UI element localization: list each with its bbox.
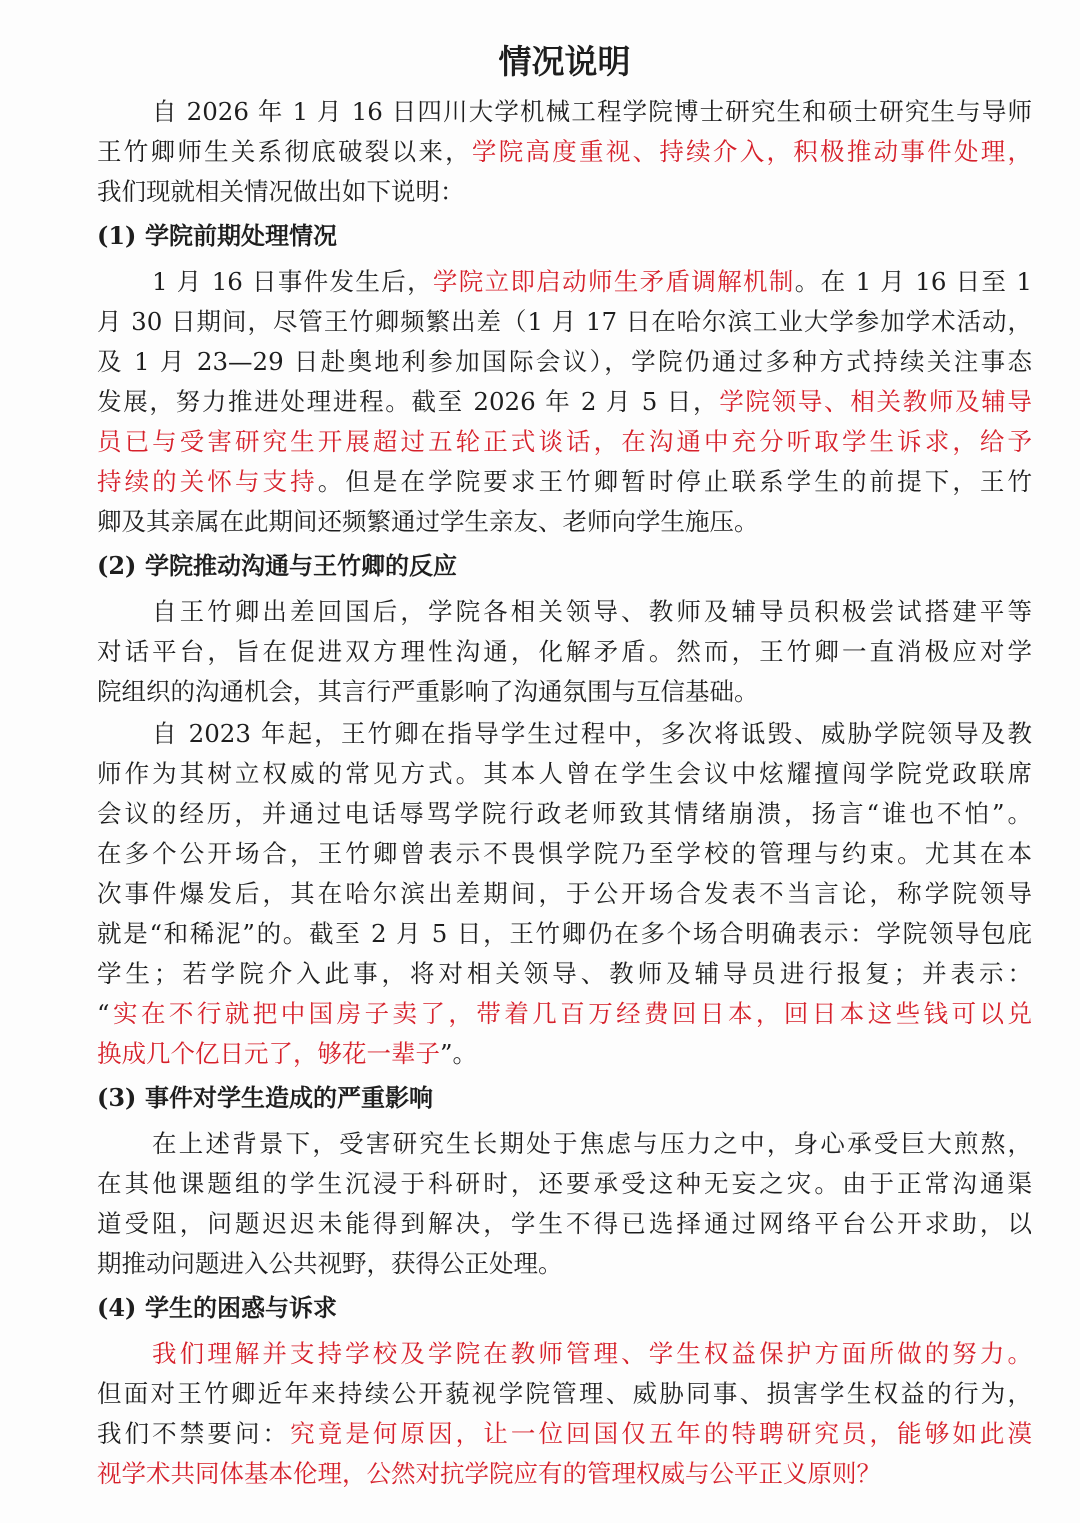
section-number: (2)	[97, 551, 137, 580]
body-text: 发展，努力推进处理进程。截至 2026 年 2 月 5 日，	[97, 387, 720, 416]
text-line	[97, 672, 1032, 712]
section-title: 学院前期处理情况	[145, 222, 337, 250]
text-line	[97, 1374, 1032, 1414]
section-heading	[97, 546, 1032, 586]
body-text: 次事件爆发后，其在哈尔滨出差期间，于公开场合发表不当言论，称学院领导	[97, 879, 1032, 908]
paragraph	[97, 714, 1032, 1074]
section-heading	[97, 1078, 1032, 1118]
text-line	[97, 172, 1032, 212]
section-title: 事件对学生造成的严重影响	[145, 1084, 433, 1112]
body-text: 我们不禁要问：	[97, 1419, 291, 1448]
text-line	[97, 874, 1032, 914]
section-title: 学院推动沟通与王竹卿的反应	[145, 552, 457, 580]
text-line	[97, 914, 1032, 954]
text-line	[97, 714, 1032, 754]
paragraph	[97, 1124, 1032, 1284]
text-line	[97, 1034, 1032, 1074]
body-text: 师作为其树立权威的常见方式。其本人曾在学生会议中炫耀擅闯学院党政联席	[97, 759, 1032, 788]
text-line	[97, 994, 1032, 1034]
section-title: 学生的困惑与诉求	[145, 1294, 337, 1322]
body-text: 就是“和稀泥”的。截至 2 月 5 日，王竹卿仍在多个场合明确表示：学院领导包庇	[97, 919, 1032, 948]
text-line	[97, 262, 1032, 302]
paragraph	[97, 1334, 1032, 1494]
text-line	[97, 302, 1032, 342]
document	[97, 38, 1032, 1496]
section-number: (3)	[97, 1083, 137, 1112]
body-text: 学生；若学院介入此事，将对相关领导、教师及辅导员进行报复；并表示：	[97, 959, 1032, 988]
body-text: 对话平台，旨在促进双方理性沟通，化解矛盾。然而，王竹卿一直消极应对学	[97, 637, 1032, 666]
text-line	[97, 1124, 1032, 1164]
body-text: 自 2023 年起，王竹卿在指导学生过程中，多次将诋毁、威胁学院领导及教	[152, 719, 1032, 748]
document-title: 情况说明	[498, 42, 631, 81]
body-text: 但面对王竹卿近年来持续公开藐视学院管理、威胁同事、损害学生权益的行为，	[97, 1379, 1032, 1408]
text-line	[97, 592, 1032, 632]
highlighted-text: 学院领导、相关教师及辅导	[719, 387, 1032, 416]
paragraph	[97, 92, 1032, 212]
body-text: 会议的经历，并通过电话辱骂学院行政老师致其情绪崩溃，扬言“谁也不怕”。	[97, 799, 1032, 828]
text-line	[97, 632, 1032, 672]
section-heading	[97, 216, 1032, 256]
text-line	[97, 422, 1032, 462]
text-line	[97, 794, 1032, 834]
body-text: ”。	[440, 1039, 478, 1068]
body-text: 自 2026 年 1 月 16 日四川大学机械工程学院博士研究生和硕士研究生与导师	[152, 97, 1032, 126]
body-text: 我们现就相关情况做出如下说明：	[97, 177, 465, 206]
body-text: 1 月 16 日事件发生后，	[152, 267, 433, 296]
highlighted-text: 学院高度重视、持续介入，积极推动事件处理，	[471, 137, 1032, 166]
highlighted-text: 实在不行就把中国房子卖了，带着几百万经费回日本，回日本这些钱可以兑	[109, 999, 1032, 1028]
body-text: 期推动问题进入公共视野，获得公正处理。	[97, 1249, 563, 1278]
highlighted-text: 持续的关怀与支持	[97, 467, 318, 496]
body-text: 。但是在学院要求王竹卿暂时停止联系学生的前提下，王竹	[317, 467, 1032, 496]
body-text: 王竹卿师生关系彻底破裂以来，	[97, 137, 472, 166]
text-line	[97, 382, 1032, 422]
document-body	[97, 92, 1032, 1494]
body-text: 月 30 日期间，尽管王竹卿频繁出差（1 月 17 日在哈尔滨工业大学参加学术活动，	[97, 307, 1032, 336]
text-line	[97, 1164, 1032, 1204]
text-line	[97, 132, 1032, 172]
text-line	[97, 1454, 1032, 1494]
highlighted-text: 学院立即启动师生矛盾调解机制	[432, 267, 795, 296]
text-line	[97, 754, 1032, 794]
body-text: 院组织的沟通机会，其言行严重影响了沟通氛围与互信基础。	[97, 677, 759, 706]
text-line	[97, 502, 1032, 542]
body-text: 及 1 月 23—29 日赴奥地利参加国际会议），学院仍通过多种方式持续关注事态	[97, 347, 1032, 376]
paragraph	[97, 262, 1032, 542]
body-text: 在上述背景下，受害研究生长期处于焦虑与压力之中，身心承受巨大煎熬，	[152, 1129, 1032, 1158]
body-text: “	[97, 999, 110, 1028]
text-line	[97, 1244, 1032, 1284]
text-line	[97, 92, 1032, 132]
body-text: 在其他课题组的学生沉浸于科研时，还要承受这种无妄之灾。由于正常沟通渠	[97, 1169, 1032, 1198]
highlighted-text: 换成几个亿日元了，够花一辈子	[97, 1039, 440, 1068]
text-line	[97, 342, 1032, 382]
text-line	[97, 462, 1032, 502]
paragraph	[97, 592, 1032, 712]
body-text: 道受阻，问题迟迟未能得到解决，学生不得已选择通过网络平台公开求助，以	[97, 1209, 1032, 1238]
highlighted-text: 我们理解并支持学校及学院在教师管理、学生权益保护方面所做的努力。	[152, 1339, 1032, 1368]
body-text: 卿及其亲属在此期间还频繁通过学生亲友、老师向学生施压。	[97, 507, 759, 536]
body-text: 在多个公开场合，王竹卿曾表示不畏惧学院乃至学校的管理与约束。尤其在本	[97, 839, 1032, 868]
text-line	[97, 834, 1032, 874]
section-heading	[97, 1288, 1032, 1328]
body-text: 。在 1 月 16 日至 1	[794, 267, 1032, 296]
text-line	[97, 1334, 1032, 1374]
text-line	[97, 954, 1032, 994]
highlighted-text: 究竟是何原因，让一位回国仅五年的特聘研究员，能够如此漠	[290, 1419, 1032, 1448]
text-line	[97, 1414, 1032, 1454]
section-number: (4)	[97, 1293, 137, 1322]
highlighted-text: 员已与受害研究生开展超过五轮正式谈话，在沟通中充分听取学生诉求，给予	[97, 427, 1032, 456]
text-line	[97, 1204, 1032, 1244]
body-text: 自王竹卿出差回国后，学院各相关领导、教师及辅导员积极尝试搭建平等	[152, 597, 1032, 626]
highlighted-text: 视学术共同体基本伦理，公然对抗学院应有的管理权威与公平正义原则？	[97, 1459, 881, 1488]
section-number: (1)	[97, 221, 137, 250]
